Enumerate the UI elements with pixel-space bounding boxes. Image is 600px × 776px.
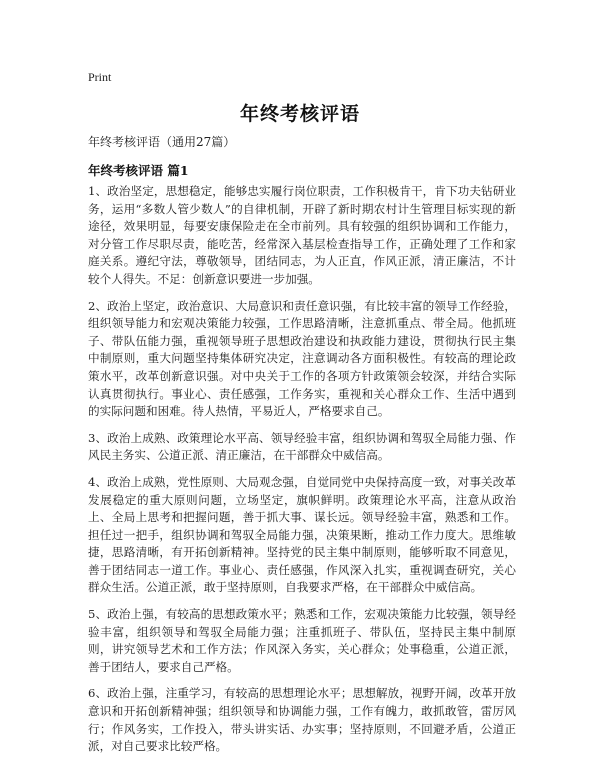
paragraph-4: 4、政治上成熟，党性原则、大局观念强，自觉同党中央保持高度一致，对事关改革发展稳定的重大原则问题，立场坚定，旗帜鲜明。政策理论水平高，注意从政治上、全局上思考和把握问题，善于抓大事、谋长远。领导经验丰富，熟悉和工作。担任过一把手，组织协调和驾驭全局能力强，决策果断，推动工作力度大。思维敏捷，思路清晰，有开拓创新精神。坚持党的民主集中制原则，能够听取不同意见，善于团结同志一道工作。事业心、责任感强，作风深入扎实，重视调查研究，关心群众生活。公道正派，敢于坚持原则，自我要求严格，在干部群众中威信高。 — [88, 474, 516, 595]
paragraph-6: 6、政治上强，注重学习，有较高的思想理论水平；思想解放，视野开阔，改革开放意识和开拓创新精神强；组织领导和协调能力强，工作有魄力，敢抓敢管，雷厉风行；作风务实，工作投入，带头讲实话、办实事；坚持原则，不回避矛盾，公道正派，对自己要求比较严格。 — [88, 686, 516, 754]
paragraph-5: 5、政治上强，有较高的思想政策水平；熟悉和工作，宏观决策能力比较强，领导经验丰富，组织领导和驾驭全局能力强；注重抓班子、带队伍，坚持民主集中制原则，讲究领导艺术和工作方法；作风深入务实，关心群众；处事稳重，公道正派，善于团结人，要求自己严格。 — [88, 607, 516, 674]
paragraph-1: 1、政治坚定，思想稳定，能够忠实履行岗位职责，工作积极肯干，肯下功夫钻研业务，运用“多数人管少数人”的自律机制，开辟了新时期农村计生管理目标实现的新途径，效果明显，每要安康保险走在全市前列。具有较强的组织协调和工作能力，对分管工作尽职尽责，能吃苦，经常深入基层检查指导工作，正确处理了工作和家庭关系。遵纪守法，尊敬领导，团结同志，为人正直，作风正派，清正廉洁，不计较个人得失。不足：创新意识要进一步加强。 — [88, 184, 516, 286]
print-label: Print — [88, 70, 112, 84]
paragraph-2: 2、政治上坚定，政治意识、大局意识和责任意识强，有比较丰富的领导工作经验，组织领导能力和宏观决策能力较强，工作思路清晰，注意抓重点、带全局。他抓班子、带队伍能力强，重视领导班子思想政治建设和执政能力建设，贯彻执行民主集中制原则，重大问题坚持集体研究决定，注意调动各方面积极性。有较高的理论政策水平，改革创新意识强。对中央关于工作的各项方针政策领会较深，并结合实际认真贯彻执行。事业心、责任感强，工作务实，重视和关心群众工作、生活中遇到的实际问题和困难。待人热情，平易近人，严格要求自己。 — [88, 298, 516, 419]
document-body — [88, 183, 516, 765]
paragraph-3: 3、政治上成熟、政策理论水平高、领导经验丰富，组织协调和驾驭全局能力强、作风民主务实、公道正派、清正廉洁，在干部群众中威信高。 — [88, 430, 516, 463]
document-title: 年终考核评语 — [239, 103, 360, 125]
document-subtitle: 年终考核评语（通用27篇） — [88, 135, 236, 149]
section-heading: 年终考核评语 篇1 — [88, 163, 189, 178]
